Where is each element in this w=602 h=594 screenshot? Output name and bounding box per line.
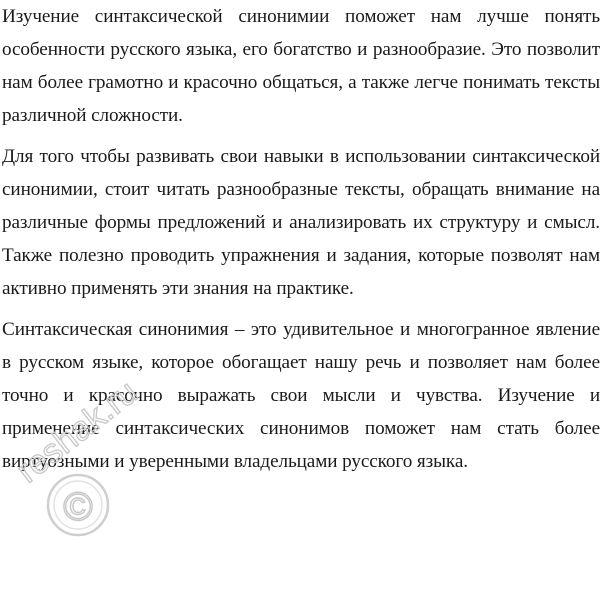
svg-text:reshak.ru: reshak.ru [9,373,145,491]
copyright-icon [48,475,108,535]
paragraph-1: Изучение синтаксической синонимии поможет нам лучше понять особенности русского языка, его богатство и разнообразие. Это позволит нам более грамотно и красочно общаться, а также легче понимать тексты различной сложности. [2,6,600,126]
paragraph-2: Для того чтобы развивать свои навыки в использовании синтаксической синонимии, стоит читать разнообразные тексты, обращать внимание на различные формы предложений и анализировать их структуру и смысл. Также полезно проводить упражнения и задания, которые позволят нам активно применять эти знания на практике. [2,146,600,299]
paragraph-3: Синтаксическая синонимия – это удивительное и многогранное явление в русском языке, которое обогащает нашу речь и позволяет нам более точно и красочно выражать свои мысли и чувства. Изучение и применение синтаксических синонимов поможет нам стать более виртуозными и уверенными владельцами русского языка. [2,319,600,472]
svg-text:©: © [63,485,93,529]
document-body [2,0,600,478]
